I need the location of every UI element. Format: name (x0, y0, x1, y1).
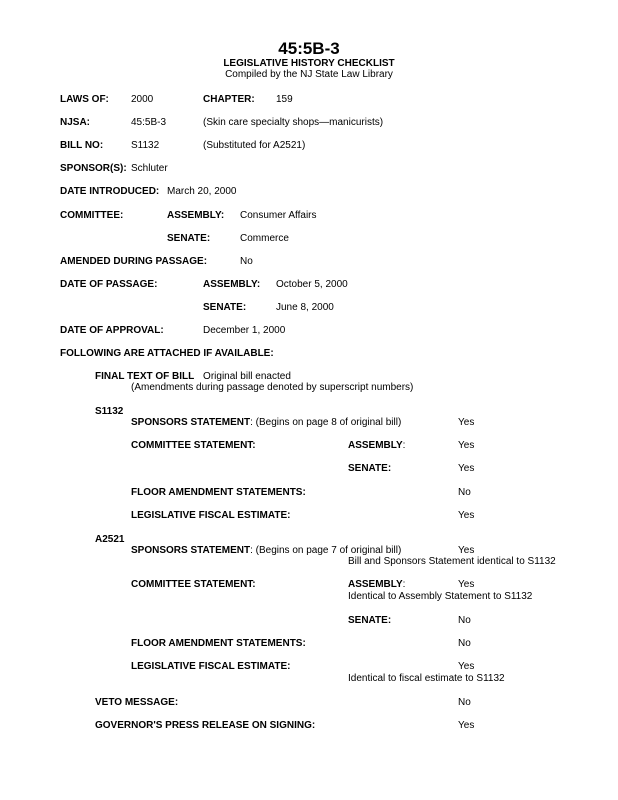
a2521-fiscal-estimate-value: Yes (458, 661, 475, 672)
date-of-approval-label: DATE OF APPROVAL: (60, 325, 164, 336)
date-introduced-value: March 20, 2000 (167, 186, 237, 197)
s1132-label: S1132 (95, 406, 124, 417)
a2521-sponsors-statement-value: Yes (458, 545, 475, 556)
committee-senate-label: SENATE: (167, 233, 211, 244)
bill-no-label: BILL NO: (60, 140, 104, 151)
date-introduced-label: DATE INTRODUCED: (60, 186, 160, 197)
a2521-floor-amendment-label: FLOOR AMENDMENT STATEMENTS: (131, 638, 306, 649)
s1132-sponsors-statement-value: Yes (458, 417, 475, 428)
sponsors-label: SPONSOR(S): (60, 163, 127, 174)
veto-message-value: No (458, 697, 471, 708)
s1132-floor-amendment-label: FLOOR AMENDMENT STATEMENTS: (131, 487, 306, 498)
s1132-committee-assembly-label: ASSEMBLY (348, 440, 403, 451)
njsa-label: NJSA: (60, 117, 91, 128)
final-text-value: Original bill enacted (203, 371, 291, 382)
bill-no-value: S1132 (131, 140, 160, 151)
laws-of-value: 2000 (131, 94, 154, 105)
a2521-committee-assembly-label: ASSEMBLY (348, 579, 403, 590)
s1132-committee-assembly-value: Yes (458, 440, 475, 451)
a2521-committee-assembly-value: Yes (458, 579, 475, 590)
s1132-committee-assembly (348, 441, 405, 451)
chapter-label: CHAPTER: (203, 94, 255, 105)
chapter-value: 159 (276, 94, 293, 105)
a2521-sponsors-statement (131, 546, 401, 556)
s1132-sponsors-statement-note: : (Begins on page 8 of original bill) (250, 417, 402, 428)
a2521-fiscal-estimate-label: LEGISLATIVE FISCAL ESTIMATE: (131, 661, 291, 672)
njsa-value: 45:5B-3 (131, 117, 167, 128)
final-text-row (95, 372, 291, 382)
final-text-label: FINAL TEXT OF BILL (95, 371, 195, 382)
a2521-committee-senate-label: SENATE: (348, 615, 392, 626)
a2521-committee-statement-label: COMMITTEE STATEMENT: (131, 579, 256, 590)
s1132-floor-amendment-value: No (458, 487, 471, 498)
a2521-committee-assembly-sub: Identical to Assembly Statement to S1132 (348, 591, 533, 602)
sponsors-value: Schluter (131, 163, 168, 174)
committee-senate-value: Commerce (240, 233, 289, 244)
s1132-fiscal-estimate-label: LEGISLATIVE FISCAL ESTIMATE: (131, 510, 291, 521)
veto-message-label: VETO MESSAGE: (95, 697, 179, 708)
a2521-committee-assembly-colon: : (402, 579, 406, 590)
s1132-committee-statement-label: COMMITTEE STATEMENT: (131, 440, 256, 451)
a2521-floor-amendment-value: No (458, 638, 471, 649)
passage-senate-label: SENATE: (203, 302, 247, 313)
page-title: 45:5B-3 (278, 39, 340, 58)
compiled-by: Compiled by the NJ State Law Library (225, 69, 393, 80)
a2521-committee-senate-value: No (458, 615, 471, 626)
passage-assembly-label: ASSEMBLY: (203, 279, 261, 290)
s1132-fiscal-estimate-value: Yes (458, 510, 475, 521)
passage-senate-value: June 8, 2000 (276, 302, 334, 313)
amended-label: AMENDED DURING PASSAGE: (60, 256, 208, 267)
press-release-label: GOVERNOR'S PRESS RELEASE ON SIGNING: (95, 720, 316, 731)
press-release-value: Yes (458, 720, 475, 731)
s1132-sponsors-statement (131, 418, 401, 428)
a2521-label: A2521 (95, 534, 125, 545)
committee-assembly-value: Consumer Affairs (240, 210, 317, 221)
committee-assembly-label: ASSEMBLY: (167, 210, 225, 221)
laws-of-label: LAWS OF: (60, 94, 109, 105)
date-of-approval-value: December 1, 2000 (203, 325, 286, 336)
s1132-sponsors-statement-label: SPONSORS STATEMENT (131, 417, 251, 428)
a2521-fiscal-estimate-sub: Identical to fiscal estimate to S1132 (348, 673, 505, 684)
njsa-description: (Skin care specialty shops—manicurists) (203, 117, 384, 128)
attached-heading: FOLLOWING ARE ATTACHED IF AVAILABLE: (60, 348, 274, 359)
s1132-committee-senate-value: Yes (458, 463, 475, 474)
a2521-committee-assembly (348, 580, 405, 590)
committee-label: COMMITTEE: (60, 210, 124, 221)
page-subtitle: LEGISLATIVE HISTORY CHECKLIST (223, 58, 395, 69)
amended-value: No (240, 256, 253, 267)
a2521-sponsors-statement-sub: Bill and Sponsors Statement identical to S1132 (348, 556, 556, 567)
passage-assembly-value: October 5, 2000 (276, 279, 348, 290)
s1132-committee-assembly-colon: : (402, 440, 406, 451)
a2521-sponsors-statement-label: SPONSORS STATEMENT (131, 545, 251, 556)
bill-no-note: (Substituted for A2521) (203, 140, 306, 151)
a2521-sponsors-statement-note: : (Begins on page 7 of original bill) (250, 545, 402, 556)
final-text-note: (Amendments during passage denoted by superscript numbers) (131, 382, 414, 393)
s1132-committee-senate-label: SENATE: (348, 463, 392, 474)
date-of-passage-label: DATE OF PASSAGE: (60, 279, 158, 290)
